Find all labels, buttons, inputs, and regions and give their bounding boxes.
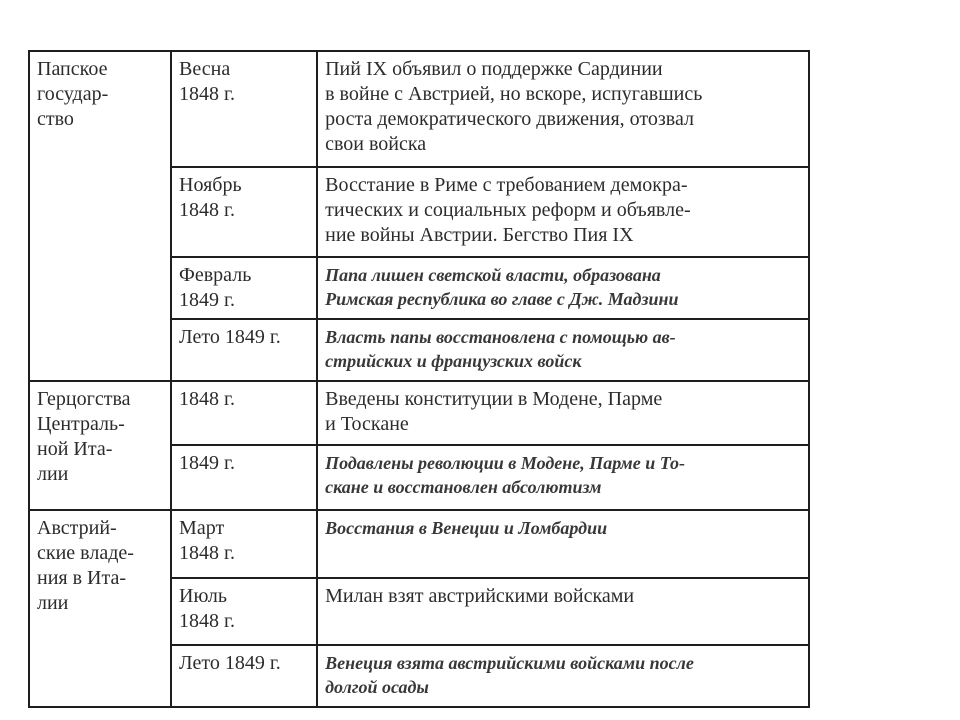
event-cell (317, 381, 809, 445)
text-line: ские владе- (37, 542, 134, 564)
date-cell (171, 167, 317, 257)
text-line: ной Ита- (37, 438, 113, 460)
event-cell (317, 645, 809, 707)
event-cell (317, 445, 809, 510)
region-cell (29, 510, 171, 707)
text-line: Лето 1849 г. (179, 652, 281, 674)
text-line: лии (37, 592, 69, 614)
text-line: в войне с Австрией, но вскоре, испугавшись (325, 83, 703, 105)
text-line: Римская республика во главе с Дж. Мадзини (325, 289, 679, 309)
date-cell (171, 645, 317, 707)
text-line: Лето 1849 г. (179, 326, 281, 348)
table-row (29, 510, 809, 578)
text-line: долгой осады (325, 677, 429, 697)
region-cell (29, 381, 171, 510)
text-line: роста демократического движения, отозвал (325, 108, 694, 130)
table-row (29, 381, 809, 445)
event-cell (317, 510, 809, 578)
text-line: 1848 г. (179, 610, 235, 632)
text-line: Централь- (37, 413, 125, 435)
text-line: Австрий- (37, 517, 117, 539)
text-line: Венеция взята австрийскими войсками после (325, 653, 694, 673)
region-cell (29, 51, 171, 381)
text-line: 1848 г. (179, 199, 235, 221)
text-line: Власть папы восстановлена с помощью ав- (325, 327, 676, 347)
history-table (28, 50, 810, 708)
date-cell (171, 319, 317, 381)
table-row (29, 51, 809, 167)
date-cell (171, 578, 317, 645)
event-cell (317, 319, 809, 381)
text-line: Папское (37, 58, 108, 80)
date-cell (171, 381, 317, 445)
text-line: 1848 г. (179, 542, 235, 564)
event-cell (317, 51, 809, 167)
text-line: Пий IX объявил о поддержке Сардинии (325, 58, 663, 80)
event-cell (317, 578, 809, 645)
text-line: Март (179, 517, 225, 539)
text-line: ния в Ита- (37, 567, 127, 589)
text-line: свои войска (325, 133, 427, 155)
date-cell (171, 510, 317, 578)
text-line: Восстания в Венеции и Ломбардии (325, 518, 608, 538)
event-cell (317, 257, 809, 319)
text-line: Милан взят австрийскими войсками (325, 585, 635, 607)
text-line: Папа лишен светской власти, образована (325, 265, 661, 285)
date-cell (171, 257, 317, 319)
text-line: Подавлены революции в Модене, Парме и То- (325, 453, 686, 473)
text-line: ние войны Австрии. Бегство Пия IX (325, 224, 634, 246)
date-cell (171, 51, 317, 167)
text-line: лии (37, 463, 69, 485)
text-line: Февраль (179, 264, 252, 286)
text-line: тических и социальных реформ и объявле- (325, 199, 691, 221)
event-cell (317, 167, 809, 257)
text-line: Восстание в Риме с требованием демокра- (325, 174, 688, 196)
text-line: стрийских и французских войск (325, 351, 582, 371)
date-cell (171, 445, 317, 510)
text-line: ство (37, 108, 74, 130)
text-line: и Тоскане (325, 413, 409, 435)
text-line: 1848 г. (179, 388, 235, 410)
text-line: скане и восстановлен абсолютизм (325, 477, 602, 497)
text-line: государ- (37, 83, 109, 105)
text-line: Ноябрь (179, 174, 242, 196)
text-line: Весна (179, 58, 231, 80)
text-line: 1849 г. (179, 452, 235, 474)
text-line: Введены конституции в Модене, Парме (325, 388, 663, 410)
text-line: Герцогства (37, 388, 131, 410)
text-line: 1848 г. (179, 83, 235, 105)
text-line: Июль (179, 585, 228, 607)
text-line: 1849 г. (179, 289, 235, 311)
